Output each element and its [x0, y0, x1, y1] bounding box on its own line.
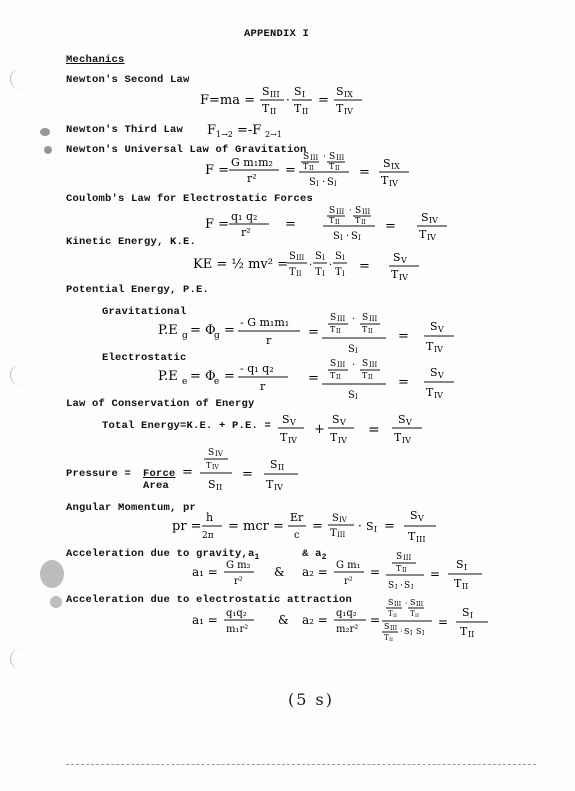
label-electrostatic: Electrostatic — [102, 352, 187, 364]
svg-text:G m₁m₂: G m₁m₂ — [231, 156, 273, 169]
svg-text:I: I — [342, 254, 345, 262]
svg-text:a₂ =: a₂ = — [302, 565, 328, 579]
svg-text:V: V — [418, 514, 424, 523]
svg-text:II: II — [393, 613, 397, 619]
svg-text:I: I — [358, 234, 361, 242]
svg-text:V: V — [406, 418, 412, 427]
svg-text:+: + — [314, 422, 325, 437]
svg-text:a₁ =: a₁ = — [192, 613, 218, 627]
svg-text:S: S — [336, 85, 344, 98]
svg-text:S: S — [329, 206, 336, 216]
svg-text:IV: IV — [338, 436, 347, 445]
svg-text:III: III — [362, 208, 371, 216]
svg-text:=: = — [398, 375, 409, 390]
equation-acceleration-gravity — [192, 552, 492, 599]
svg-text:S: S — [410, 598, 416, 607]
svg-text:=: = — [285, 217, 296, 232]
svg-text:V: V — [401, 256, 407, 265]
svg-text:S: S — [208, 478, 216, 491]
label-universal-gravitation: Newton's Universal Law of Gravitation — [66, 144, 307, 156]
svg-text:e: e — [214, 377, 220, 387]
svg-text:m₁r²: m₁r² — [226, 624, 249, 635]
svg-text:S: S — [362, 359, 369, 369]
equation-potential-gravitational — [158, 312, 468, 363]
svg-text:I: I — [316, 180, 319, 188]
svg-text:II: II — [368, 328, 373, 335]
svg-text:II: II — [361, 219, 366, 226]
label-acceleration-gravity-text: Acceleration due to gravity,a — [66, 548, 255, 560]
svg-text:S: S — [330, 359, 337, 369]
svg-text:S: S — [335, 251, 342, 262]
svg-text:V: V — [340, 418, 346, 427]
svg-text:T: T — [262, 102, 270, 115]
svg-text:S: S — [398, 413, 406, 426]
svg-text:III: III — [336, 154, 345, 162]
svg-text:S: S — [396, 552, 403, 562]
svg-text:&: & — [278, 613, 289, 627]
svg-text:T: T — [266, 478, 274, 491]
equation-total-energy — [278, 410, 438, 451]
svg-text:IV: IV — [434, 345, 443, 354]
svg-text:IV: IV — [399, 273, 408, 282]
svg-text:=: = — [398, 329, 409, 344]
svg-text:II: II — [309, 165, 314, 172]
svg-text:T: T — [336, 102, 344, 115]
label-kinetic-energy: Kinetic Energy, K.E. — [66, 236, 197, 248]
svg-text:T: T — [408, 530, 416, 543]
label-newton-third-law: Newton's Third Law — [66, 124, 184, 136]
page-title: APPENDIX I — [244, 28, 310, 40]
svg-text:IX: IX — [391, 162, 400, 171]
svg-text:S: S — [309, 177, 316, 188]
equation-newton-second-law-svg — [200, 82, 400, 116]
equation-pressure — [182, 446, 322, 501]
svg-text:II: II — [270, 107, 277, 116]
svg-text:c: c — [294, 530, 300, 541]
svg-text:II: II — [302, 107, 309, 116]
svg-text:II: II — [402, 567, 407, 574]
svg-text:S: S — [462, 606, 470, 619]
svg-text:III: III — [390, 625, 398, 632]
svg-text:I: I — [411, 584, 414, 591]
equation-kinetic-energy-svg — [193, 248, 453, 282]
svg-text:III: III — [310, 154, 319, 162]
svg-text:T: T — [294, 102, 302, 115]
svg-text:a₁ =: a₁ = — [192, 565, 218, 579]
svg-text:=: = — [242, 467, 253, 482]
svg-text:III: III — [337, 315, 346, 323]
svg-text:= Φ: = Φ — [190, 369, 216, 384]
svg-text:S: S — [393, 251, 401, 264]
svg-text:II: II — [336, 328, 341, 335]
svg-text:T: T — [330, 371, 336, 380]
svg-text:e: e — [182, 377, 188, 387]
svg-text:g: g — [214, 331, 220, 341]
svg-text:T: T — [426, 386, 434, 399]
svg-text:·: · — [286, 93, 290, 107]
svg-text:·: · — [349, 206, 352, 216]
label-acceleration-gravity-sub1: 1 — [254, 553, 260, 563]
svg-text:IV: IV — [215, 450, 223, 458]
svg-text:S: S — [262, 85, 270, 98]
svg-text:·: · — [309, 260, 313, 271]
svg-text:T: T — [396, 564, 402, 573]
svg-text:III: III — [336, 208, 345, 216]
svg-text:IV: IV — [402, 436, 411, 445]
svg-text:V: V — [290, 418, 296, 427]
svg-text:= Φ: = Φ — [190, 323, 216, 338]
svg-text:T: T — [303, 162, 309, 171]
svg-text:S: S — [282, 413, 290, 426]
svg-text:=: = — [285, 163, 296, 178]
label-acceleration-gravity-sub2: 2 — [321, 553, 327, 563]
svg-text:T: T — [329, 162, 335, 171]
label-total-energy: Total Energy=K.E. + P.E. = — [102, 420, 272, 432]
svg-text:II: II — [278, 463, 285, 472]
equation-coulomb-svg — [205, 204, 455, 246]
svg-text:IV: IV — [288, 436, 297, 445]
svg-text:II: II — [468, 630, 475, 639]
label-pressure: Pressure = — [66, 468, 132, 480]
label-angular-momentum: Angular Momentum, pr — [66, 502, 197, 514]
label-potential-energy: Potential Energy, P.E. — [66, 284, 210, 296]
label-conservation-energy: Law of Conservation of Energy — [66, 398, 255, 410]
svg-text:&: & — [274, 565, 285, 579]
label-pressure-area: Area — [143, 480, 170, 492]
svg-text:·: · — [405, 599, 408, 608]
svg-text:·: · — [322, 177, 326, 188]
svg-text:=: = — [308, 371, 319, 386]
svg-text:S: S — [366, 520, 374, 533]
punch-hole-top — [10, 68, 33, 90]
svg-text:=: = — [224, 323, 235, 338]
svg-text:F=ma =: F=ma = — [200, 93, 256, 108]
svg-text:S: S — [303, 152, 310, 162]
label-coulomb-law: Coulomb's Law for Electrostatic Forces — [66, 193, 314, 205]
scan-speckle — [50, 596, 62, 608]
svg-text:III: III — [270, 90, 280, 99]
svg-text:2π: 2π — [202, 531, 214, 541]
svg-text:S: S — [404, 627, 410, 636]
svg-text:S: S — [416, 627, 422, 636]
svg-text:S: S — [330, 313, 337, 323]
svg-text:=: = — [182, 465, 193, 480]
svg-text:II: II — [415, 613, 419, 619]
svg-text:IV: IV — [427, 233, 436, 242]
svg-text:S: S — [327, 177, 334, 188]
equation-gravitation — [205, 150, 455, 195]
svg-text:S: S — [348, 390, 355, 401]
svg-text:S: S — [355, 206, 362, 216]
svg-text:T: T — [381, 174, 389, 187]
svg-text:·: · — [352, 360, 356, 371]
svg-text:III: III — [416, 601, 424, 608]
svg-text:·: · — [358, 519, 362, 533]
equation-newton-third-law-svg — [207, 120, 317, 140]
svg-text:V: V — [438, 371, 444, 380]
equation-acceleration-electrostatic — [192, 598, 492, 647]
equation-pressure-svg — [182, 446, 322, 498]
svg-text:P.E: P.E — [158, 369, 178, 384]
svg-text:G m₂: G m₂ — [226, 560, 251, 571]
svg-text:III: III — [394, 601, 402, 608]
svg-text:S: S — [456, 558, 464, 571]
svg-text:T: T — [330, 325, 336, 334]
svg-text:T: T — [330, 528, 337, 539]
svg-text:=: = — [312, 519, 323, 534]
svg-text:S: S — [332, 513, 339, 524]
scan-speckle — [40, 128, 50, 136]
svg-text:T: T — [329, 216, 335, 225]
svg-text:V: V — [438, 325, 444, 334]
svg-text:=: = — [430, 567, 441, 581]
svg-text:S: S — [270, 458, 278, 471]
svg-text:S: S — [351, 231, 358, 242]
svg-text:II: II — [335, 165, 340, 172]
label-acceleration-gravity-and: & a — [302, 548, 322, 560]
svg-text:=: = — [318, 93, 329, 108]
svg-text:S: S — [315, 251, 322, 262]
svg-text:=: = — [224, 369, 235, 384]
svg-text:·: · — [346, 231, 350, 242]
svg-text:S: S — [388, 581, 395, 591]
svg-text:S: S — [332, 413, 340, 426]
svg-text:III: III — [369, 361, 378, 369]
svg-text:r²: r² — [241, 226, 251, 239]
svg-text:S: S — [294, 85, 302, 98]
svg-text:IV: IV — [274, 483, 283, 492]
svg-text:T: T — [454, 577, 462, 590]
svg-text:g: g — [182, 331, 188, 341]
svg-text:KE = ½ mv² =: KE = ½ mv² = — [193, 257, 288, 272]
svg-text:1→2: 1→2 — [216, 130, 233, 139]
bottom-dashed-line — [66, 764, 536, 765]
svg-text:·: · — [352, 314, 356, 325]
svg-text:S: S — [384, 622, 390, 631]
svg-text:S: S — [430, 320, 438, 333]
svg-text:S: S — [421, 211, 429, 224]
svg-text:III: III — [416, 535, 426, 544]
svg-text:IX: IX — [344, 90, 353, 99]
svg-text:I: I — [340, 234, 343, 242]
svg-text:T: T — [391, 268, 399, 281]
svg-text:I: I — [422, 630, 425, 637]
svg-text:II: II — [368, 374, 373, 381]
svg-text:I: I — [322, 254, 325, 262]
svg-text:T: T — [388, 610, 393, 618]
svg-text:T: T — [335, 267, 342, 278]
punch-hole-bottom — [10, 648, 33, 670]
svg-text:I: I — [374, 525, 378, 534]
equation-total-energy-svg — [278, 410, 438, 448]
svg-text:T: T — [426, 340, 434, 353]
label-newton-second-law: Newton's Second Law — [66, 74, 190, 86]
svg-text:T: T — [394, 431, 402, 444]
svg-text:T: T — [355, 216, 361, 225]
svg-text:- G m₁m₁: - G m₁m₁ — [240, 316, 290, 329]
svg-text:III: III — [369, 315, 378, 323]
svg-text:T: T — [315, 267, 322, 278]
svg-text:=: = — [370, 613, 381, 627]
svg-text:III: III — [337, 531, 346, 539]
svg-text:F =: F = — [205, 163, 230, 178]
svg-text:T: T — [460, 625, 468, 638]
svg-text:III: III — [403, 554, 412, 562]
svg-text:II: II — [389, 637, 393, 643]
svg-text:=: = — [370, 565, 381, 579]
label-gravitational: Gravitational — [102, 306, 187, 318]
svg-text:S: S — [333, 231, 340, 242]
svg-text:h: h — [206, 511, 214, 524]
svg-text:I: I — [322, 270, 325, 278]
svg-text:·: · — [329, 260, 333, 271]
svg-text:Er: Er — [290, 511, 304, 524]
svg-text:I: I — [334, 180, 337, 188]
svg-text:T: T — [280, 431, 288, 444]
equation-gravitation-svg — [205, 150, 455, 192]
svg-text:a₂ =: a₂ = — [302, 613, 328, 627]
svg-text:=-F: =-F — [237, 123, 262, 138]
page-number: (5 s) — [288, 690, 334, 709]
svg-text:= mcr =: = mcr = — [228, 519, 284, 534]
svg-text:S: S — [404, 581, 411, 591]
svg-text:G m₁: G m₁ — [336, 560, 361, 571]
svg-text:IV: IV — [339, 516, 347, 524]
svg-text:- q₁ q₂: - q₁ q₂ — [240, 362, 274, 375]
equation-newton-third-law — [207, 120, 317, 143]
svg-text:II: II — [336, 374, 341, 381]
svg-text:S: S — [362, 313, 369, 323]
svg-text:I: I — [470, 611, 474, 620]
svg-text:T: T — [410, 610, 415, 618]
svg-text:F =: F = — [205, 217, 230, 232]
svg-text:S: S — [329, 152, 336, 162]
svg-text:q₁ q₂: q₁ q₂ — [231, 210, 258, 223]
svg-text:=: = — [359, 259, 370, 274]
svg-text:III: III — [337, 361, 346, 369]
svg-text:T: T — [206, 461, 212, 470]
svg-text:r²: r² — [344, 576, 353, 587]
equation-acceleration-gravity-svg — [192, 552, 492, 596]
svg-text:I: I — [410, 630, 413, 637]
scan-speckle — [40, 560, 64, 588]
svg-text:r: r — [260, 380, 266, 393]
svg-text:III: III — [296, 254, 305, 262]
svg-text:q₁q₂: q₁q₂ — [336, 608, 357, 619]
label-pressure-force: Force — [143, 468, 176, 480]
svg-text:I: I — [355, 393, 358, 401]
svg-text:IV: IV — [434, 391, 443, 400]
svg-text:T: T — [362, 371, 368, 380]
svg-text:pr =: pr = — [172, 519, 202, 534]
svg-text:r²: r² — [247, 172, 257, 185]
svg-text:T: T — [384, 634, 389, 642]
svg-text:r²: r² — [234, 576, 243, 587]
punch-hole-middle — [10, 364, 33, 386]
svg-text:IV: IV — [429, 216, 438, 225]
label-acceleration-electrostatic: Acceleration due to electrostatic attraction — [66, 594, 353, 606]
scan-speckle — [44, 146, 52, 154]
svg-text:P.E: P.E — [158, 323, 178, 338]
svg-text:F: F — [207, 123, 217, 138]
svg-text:q₁q₂: q₁q₂ — [226, 608, 247, 619]
svg-text:S: S — [383, 157, 391, 170]
svg-text:=: = — [368, 422, 380, 438]
equation-newton-second-law — [200, 82, 400, 119]
svg-text:·: · — [323, 152, 326, 162]
equation-angular-momentum-svg — [172, 506, 462, 546]
equation-potential-gravitational-svg — [158, 312, 468, 360]
svg-text:IV: IV — [389, 179, 398, 188]
svg-text:T: T — [289, 267, 296, 278]
svg-text:S: S — [289, 251, 296, 262]
svg-text:II: II — [216, 483, 223, 492]
svg-text:S: S — [208, 448, 215, 458]
svg-text:=: = — [359, 165, 370, 180]
svg-text:S: S — [388, 598, 394, 607]
svg-text:T: T — [330, 431, 338, 444]
svg-text:II: II — [296, 270, 302, 278]
svg-text:m₂r²: m₂r² — [336, 624, 359, 635]
svg-text:II: II — [335, 219, 340, 226]
svg-text:I: I — [342, 270, 345, 278]
equation-acceleration-electrostatic-svg — [192, 598, 492, 644]
svg-text:=: = — [385, 219, 396, 234]
svg-text:=: = — [308, 325, 319, 340]
svg-text:r: r — [266, 334, 272, 347]
equation-coulomb — [205, 204, 455, 249]
svg-text:I: I — [464, 563, 468, 572]
svg-text:=: = — [384, 519, 395, 534]
svg-text:·: · — [400, 627, 403, 636]
svg-text:2→1: 2→1 — [265, 130, 282, 139]
svg-text:IV: IV — [212, 464, 219, 471]
svg-text:T: T — [419, 228, 427, 241]
svg-text:IV: IV — [344, 107, 353, 116]
svg-text:=: = — [438, 615, 449, 629]
svg-text:S: S — [410, 509, 418, 522]
svg-text:S: S — [348, 344, 355, 355]
svg-text:I: I — [395, 584, 398, 591]
equation-kinetic-energy — [193, 248, 453, 285]
svg-text:T: T — [362, 325, 368, 334]
section-heading-mechanics: Mechanics — [66, 54, 125, 66]
svg-text:I: I — [355, 347, 358, 355]
svg-text:II: II — [462, 582, 469, 591]
svg-text:I: I — [302, 90, 306, 99]
equation-angular-momentum — [172, 506, 462, 549]
svg-text:S: S — [430, 366, 438, 379]
svg-text:·: · — [400, 581, 403, 591]
